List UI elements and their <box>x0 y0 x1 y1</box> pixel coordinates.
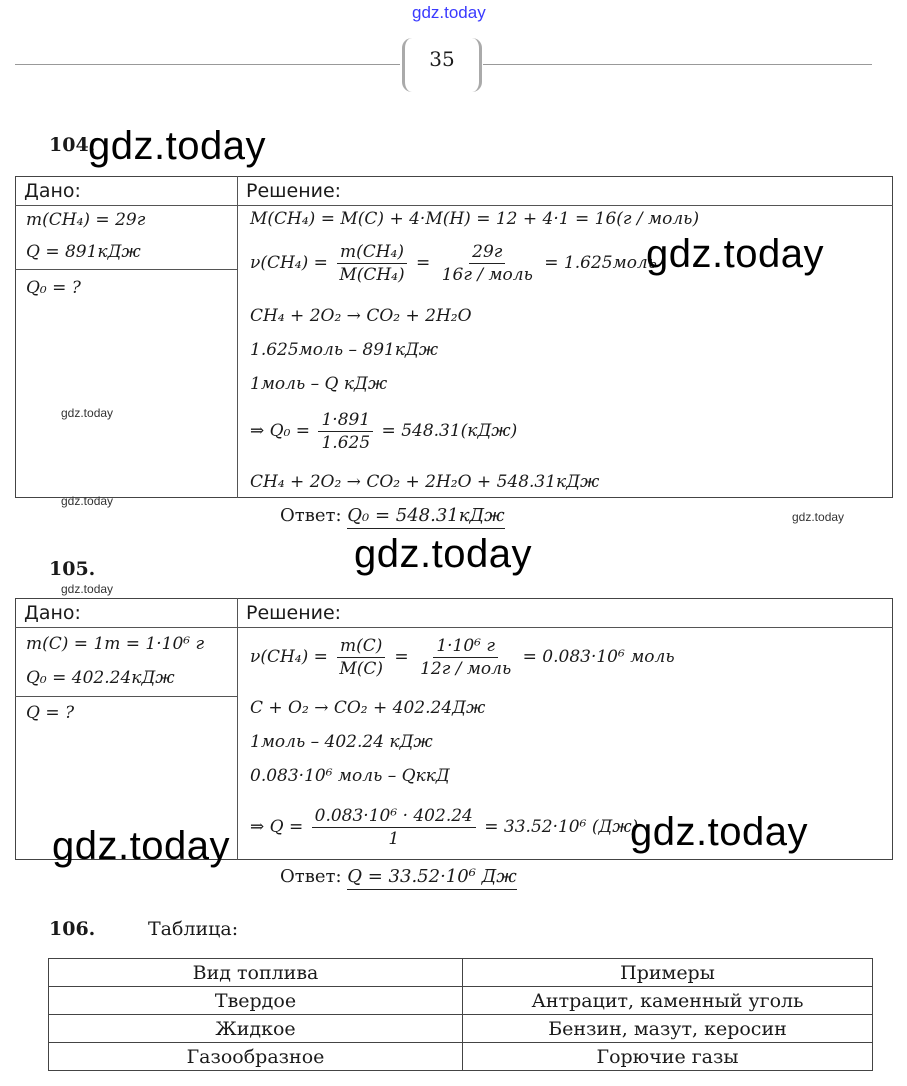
watermark-104-left-small: gdz.today <box>61 406 114 420</box>
problem-104-header-rule <box>15 205 893 206</box>
header-rule-right <box>483 64 872 65</box>
fraction-numerator: m(C) <box>337 635 385 658</box>
problem-104-q0-calc <box>250 409 517 454</box>
problem-105-divider <box>237 598 238 860</box>
watermark-105-small: gdz.today <box>61 582 114 596</box>
watermark-104-title: gdz.today <box>88 124 266 168</box>
fuel-type-cell: Газообразное <box>49 1043 463 1071</box>
examples-cell: Бензин, мазут, керосин <box>463 1015 873 1043</box>
problem-105-find: Q = ? <box>26 703 75 723</box>
problem-104-given-rule <box>15 269 237 270</box>
fraction-denominator: 1.625 <box>321 433 371 453</box>
fraction-denominator: M(CH₄) <box>339 265 405 285</box>
problem-104-given-heat: Q = 891кДж <box>26 242 141 262</box>
problem-104-reaction: CH₄ + 2O₂ → CO₂ + 2H₂O <box>250 306 472 326</box>
table-row <box>49 1015 873 1043</box>
equals-sign: = <box>394 647 409 667</box>
problem-106-title: Таблица: <box>148 918 239 940</box>
problem-105-reaction: C + O₂ → CO₂ + 402.24Дж <box>250 698 486 718</box>
problem-104-given-header: Дано: <box>24 180 81 202</box>
q-fraction <box>312 805 476 850</box>
watermark-105-left: gdz.today <box>52 824 230 868</box>
watermark-104-answer-small: gdz.today <box>792 510 845 524</box>
fuel-type-cell: Жидкое <box>49 1015 463 1043</box>
moles-lhs: ν(CH₄) = <box>250 253 328 273</box>
q-result: = 33.52·10⁶ (Дж) <box>484 817 639 837</box>
problem-104-answer <box>280 505 505 526</box>
fraction-numerator: 1·891 <box>318 409 373 432</box>
problem-105-header-rule <box>15 627 893 628</box>
problem-105-solution-header: Решение: <box>246 602 342 624</box>
problem-104-molar-mass: M(CH₄) = M(C) + 4·M(H) = 12 + 4·1 = 16(г / моль) <box>250 209 700 229</box>
mass-fraction <box>336 241 407 286</box>
table-header-row <box>49 959 873 987</box>
q0-result: = 548.31(кДж) <box>381 421 518 441</box>
answer-label: Ответ: <box>280 866 342 887</box>
watermark-104-bottom-small: gdz.today <box>61 494 114 508</box>
watermark-104-right: gdz.today <box>646 232 824 276</box>
value-fraction <box>417 635 514 680</box>
problem-105-number: 105. <box>49 558 96 580</box>
fraction-numerator: 29г <box>469 241 505 264</box>
value-fraction <box>439 241 536 286</box>
watermark-105-right: gdz.today <box>630 810 808 854</box>
column-header-fuel-type: Вид топлива <box>49 959 463 987</box>
fuel-table <box>48 958 873 1071</box>
fraction-denominator: 12г / моль <box>420 659 512 679</box>
problem-104-find: Q₀ = ? <box>26 278 81 298</box>
problem-104-number: 104. <box>49 134 96 156</box>
fraction-numerator: 0.083·10⁶ · 402.24 <box>312 805 476 828</box>
moles-result: = 0.083·10⁶ моль <box>522 647 675 667</box>
problem-104-proportion-1: 1.625моль – 891кДж <box>250 340 439 360</box>
problem-104-solution-header: Решение: <box>246 180 342 202</box>
problem-105-proportion-1: 1моль – 402.24 кДж <box>250 732 433 752</box>
problem-105-given-mass: m(C) = 1т = 1·10⁶ г <box>26 634 205 654</box>
answer-value: Q₀ = 548.31кДж <box>347 505 504 529</box>
q0-fraction <box>318 409 373 454</box>
problem-104-thermo-eq: CH₄ + 2O₂ → CO₂ + 2H₂O + 548.31кДж <box>250 472 600 492</box>
problem-105-proportion-2: 0.083·10⁶ моль – QккД <box>250 766 450 786</box>
mass-fraction <box>336 635 386 680</box>
watermark-center: gdz.today <box>354 532 532 576</box>
moles-result: = 1.625моль <box>544 253 658 273</box>
fraction-numerator: 1·10⁶ г <box>433 635 498 658</box>
problem-104-proportion-2: 1моль – Q кДж <box>250 374 388 394</box>
header-rule-left <box>15 64 400 65</box>
answer-label: Ответ: <box>280 505 342 526</box>
problem-104-given-mass: m(CH₄) = 29г <box>26 210 146 230</box>
fraction-numerator: m(CH₄) <box>337 241 407 264</box>
table-row <box>49 987 873 1015</box>
q-lhs: ⇒ Q = <box>250 817 304 837</box>
q0-lhs: ⇒ Q₀ = <box>250 421 311 441</box>
problem-105-moles-eq <box>250 635 675 680</box>
problem-105-given-header: Дано: <box>24 602 81 624</box>
problem-105-given-heat: Q₀ = 402.24кДж <box>26 668 175 688</box>
problem-104-moles-eq <box>250 241 657 286</box>
fraction-denominator: 1 <box>388 829 400 849</box>
equals-sign: = <box>416 253 431 273</box>
problem-105-answer <box>280 866 517 887</box>
fuel-type-cell: Твердое <box>49 987 463 1015</box>
page-number: 35 <box>429 47 455 71</box>
examples-cell: Горючие газы <box>463 1043 873 1071</box>
problem-105-given-rule <box>15 696 237 697</box>
problem-106-number: 106. <box>49 918 96 940</box>
examples-cell: Антрацит, каменный уголь <box>463 987 873 1015</box>
answer-value: Q = 33.52·10⁶ Дж <box>347 866 516 890</box>
table-row <box>49 1043 873 1071</box>
fraction-denominator: 16г / моль <box>441 265 533 285</box>
header-watermark: gdz.today <box>412 3 486 22</box>
problem-104-divider <box>237 176 238 498</box>
column-header-examples: Примеры <box>463 959 873 987</box>
moles-lhs: ν(CH₄) = <box>250 647 328 667</box>
problem-105-q-calc <box>250 805 638 850</box>
fraction-denominator: M(C) <box>339 659 383 679</box>
